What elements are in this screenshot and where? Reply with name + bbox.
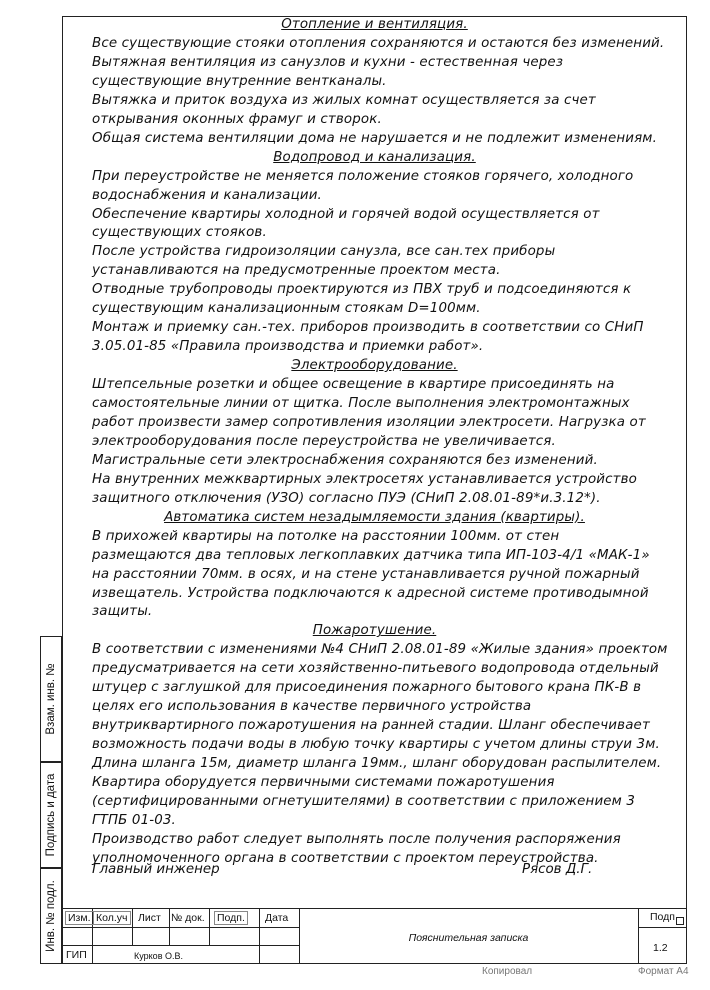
document-title: Пояснительная записка — [408, 932, 529, 944]
text-line: защиты. — [92, 604, 153, 620]
section-heading: Пожаротушение. — [312, 623, 437, 639]
title-block — [62, 908, 687, 964]
text-line: Обеспечение квартиры холодной и горячей водой осуществляется от — [92, 206, 600, 222]
side-label-inv: Инв. № подл. — [45, 880, 57, 952]
text-line: Отводные трубопроводы проектируются из ПВХ труб и подсоединяются к — [92, 282, 632, 298]
text-line: размещаются два тепловых легкоплавких датчика типа ИП-103-4/1 «МАК-1» — [92, 547, 650, 563]
text-line: на расстоянии 70мм. в осях, и на стене устанавливается ручной пожарный — [92, 566, 640, 582]
text-line: существующим канализационным стоякам D=100мм. — [92, 301, 481, 317]
footer-format: Формат А4 — [638, 966, 689, 977]
text-line: В прихожей квартиры на потолке на расстоянии 100мм. от стен — [92, 528, 560, 544]
text-line: самостоятельные линии от щитка. После выполнения электромонтажных — [92, 396, 630, 411]
text-line: Квартира оборудуется первичными системами пожаротушения — [92, 775, 555, 790]
text-line: После устройства гидроизоляции санузла, все сан.тех приборы — [92, 244, 556, 260]
text-line: Штепсельные розетки и общее освещение в квартире присоединять на — [92, 377, 615, 393]
text-line: Вытяжная вентиляция из санузлов и кухни - естественная через — [92, 54, 564, 70]
text-line: электрооборудования после переустройства не увеличивается. — [92, 433, 556, 449]
col-list: Лист — [138, 912, 161, 924]
section-heading: Водопровод и канализация. — [273, 149, 476, 165]
text-line: защитного отключения (УЗО) согласно ПУЭ (СНиП 2.08.01-89*и.3.12*). — [92, 490, 601, 506]
text-line: В соответствии с изменениями №4 СНиП 2.08.01-89 «Жилые здания» проектом — [92, 642, 668, 658]
col-kol-uch: Кол.уч — [93, 911, 131, 925]
col-data: Дата — [265, 912, 289, 924]
col-no-dok: № док. — [171, 912, 205, 924]
text-line: 3.05.01-85 «Правила производства и приемки работ». — [92, 339, 484, 355]
text-line: Все существующие стояки отопления сохраняются и остаются без изменений. — [92, 35, 665, 51]
gip-name: Курков О.В. — [134, 951, 183, 961]
text-line: Монтаж и приемку сан.-тех. приборов производить в соответствии со СНиП — [92, 320, 644, 336]
text-line: Магистральные сети электроснабжения сохраняются без изменений. — [92, 452, 598, 468]
text-line: работ произвести замер сопротивления изоляции электросети. Нагрузка от — [92, 414, 646, 430]
sheet-header: Подп — [650, 911, 675, 923]
text-line: Вытяжка и приток воздуха из жилых комнат осуществляется за счет — [92, 92, 596, 108]
section-heading: Электрооборудование. — [291, 358, 458, 374]
text-line: внутриквартирного пожаротушения на ранней стадии. Шланг обеспечивает — [92, 718, 650, 734]
text-line: устанавливаются на предусмотренные проектом места. — [92, 263, 501, 279]
text-line: водоснабжения и канализации. — [92, 187, 322, 203]
text-line: На внутренних межквартирных электросетях устанавливается устройство — [92, 471, 637, 487]
text-line: предусматривается на сети хозяйственно-питьевого водопровода отдельный — [92, 661, 659, 677]
section-heading: Автоматика систем незадымляемости здания (квартиры). — [164, 509, 585, 525]
role-gip: ГИП — [66, 949, 87, 961]
text-line: Производство работ следует выполнять после получения распоряжения — [92, 831, 621, 847]
text-line: существующие внутренние вентканалы. — [92, 73, 387, 89]
signature-role: Главный инженер — [92, 862, 220, 877]
text-line: Общая система вентиляции дома не нарушается и не подлежит изменениям. — [92, 130, 657, 146]
footer-copied: Копировал — [482, 966, 533, 977]
text-line: возможность подачи воды в любую точку квартиры с учетом длины струи 3м. — [92, 737, 660, 753]
checkbox-icon — [676, 917, 684, 925]
text-line: целях его использования в качестве первичного устройства — [92, 699, 532, 715]
side-label-podpis: Подпись и дата — [45, 773, 57, 857]
text-line: Длина шланга 15м, диаметр шланга 19мм., шланг оборудован распылителем. — [92, 756, 662, 772]
section-heading: Отопление и вентиляция. — [281, 17, 468, 32]
text-line: открывания оконных фрамуг и створок. — [92, 111, 382, 127]
text-line: штуцер с заглушкой для присоединения пожарного бытового крана ПК-В в — [92, 680, 642, 696]
col-podp: Подп. — [214, 911, 248, 925]
col-izm: Изм. — [65, 911, 94, 925]
signature-name: Рясов Д.Г. — [522, 862, 593, 877]
text-line: ГТПБ 01-03. — [92, 812, 176, 828]
text-line: уполномоченного органа в соответствии с проектом переустройства. — [92, 850, 599, 866]
text-line: При переустройстве не меняется положение стояков горячего, холодного — [92, 168, 634, 184]
sheet-number: 1.2 — [653, 942, 668, 954]
text-line: существующих стояков. — [92, 225, 267, 241]
text-line: (сертифицированными огнетушителями) в соответствии с приложением 3 — [92, 793, 636, 809]
side-label-vzam: Взам. инв. № — [45, 663, 57, 735]
text-line: извещатель. Устройства подключаются к адресной системе противодымной — [92, 585, 649, 601]
